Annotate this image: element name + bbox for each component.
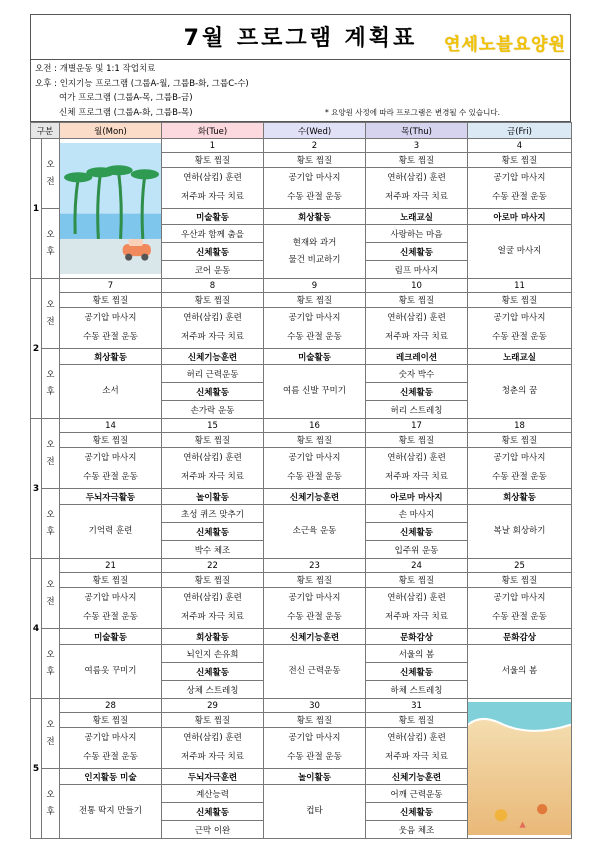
pm-program: 우산과 함께 춤을 <box>162 225 264 243</box>
pm-title: 미술활동 <box>60 629 162 645</box>
pm-program: 청춘의 꿈 <box>468 365 572 419</box>
am-program: 연하(삼킴) 훈련 저주파 자극 치료 <box>366 168 468 209</box>
pm-label: 오 후 <box>42 209 60 279</box>
steam-cell: 황토 찜질 <box>60 433 162 448</box>
pm-row <box>31 365 572 383</box>
pm-sub-title: 신체활동 <box>162 523 264 541</box>
pm-program: 복날 회상하기 <box>468 505 572 559</box>
pm-program: 컵타 <box>264 785 366 839</box>
date-cell: 3 <box>366 139 468 153</box>
pm-title: 신체기능훈련 <box>264 489 366 505</box>
steam-cell: 황토 찜질 <box>162 713 264 728</box>
pm-sub-title: 신체활동 <box>366 803 468 821</box>
steam-cell: 황토 찜질 <box>162 573 264 588</box>
pm-program: 웃음 체조 <box>366 821 468 839</box>
am-program: 공기압 마사지 수동 관절 운동 <box>60 448 162 489</box>
date-row <box>31 139 572 153</box>
pm-program: 소서 <box>60 365 162 419</box>
col-header-tue: 화(Tue) <box>162 123 264 139</box>
steam-cell: 황토 찜질 <box>60 293 162 308</box>
steam-cell: 황토 찜질 <box>468 293 572 308</box>
steam-cell: 황토 찜질 <box>468 573 572 588</box>
pm-program: 얼굴 마사지 <box>468 225 572 279</box>
date-cell: 9 <box>264 279 366 293</box>
am-label: 오 전 <box>42 279 60 349</box>
pm-row <box>31 505 572 523</box>
am-label: 오 전 <box>42 139 60 209</box>
am-program: 공기압 마사지 수동 관절 운동 <box>60 588 162 629</box>
pm-sub-title: 신체활동 <box>366 243 468 261</box>
pm-sub-title: 신체활동 <box>366 523 468 541</box>
am-program: 연하(삼킴) 훈련 저주파 자극 치료 <box>366 448 468 489</box>
info-line: 오후 : 인지기능 프로그램 (그룹A-월, 그룹B-화, 그룹C-수) <box>35 78 249 89</box>
pm-label: 오 후 <box>42 629 60 699</box>
steam-cell: 황토 찜질 <box>264 433 366 448</box>
date-cell: 15 <box>162 419 264 433</box>
pm-title: 놀이활동 <box>264 769 366 785</box>
steam-cell: 황토 찜질 <box>468 433 572 448</box>
pm-title: 회상활동 <box>264 209 366 225</box>
pm-program: 뇌인지 손유희 <box>162 645 264 663</box>
date-cell: 25 <box>468 559 572 573</box>
am-row <box>31 588 572 629</box>
date-cell: 1 <box>162 139 264 153</box>
pm-program: 어깨 근력운동 <box>366 785 468 803</box>
steam-cell: 황토 찜질 <box>366 573 468 588</box>
date-row <box>31 419 572 433</box>
am-program: 연하(삼킴) 훈련 저주파 자극 치료 <box>366 308 468 349</box>
pm-title: 레크레이션 <box>366 349 468 365</box>
image-cell <box>60 139 162 279</box>
pm-sub-title: 신체활동 <box>162 243 264 261</box>
brand-name: 연세노블요양원 <box>444 35 566 55</box>
pm-program: 박수 체조 <box>162 541 264 559</box>
pm-title: 놀이활동 <box>162 489 264 505</box>
pm-program: 전통 딱지 만들기 <box>60 785 162 839</box>
date-cell: 24 <box>366 559 468 573</box>
date-row <box>31 559 572 573</box>
header-row <box>31 123 572 139</box>
title-bar <box>30 14 571 60</box>
date-row <box>31 279 572 293</box>
pm-title: 회상활동 <box>60 349 162 365</box>
date-cell: 28 <box>60 699 162 713</box>
date-cell: 14 <box>60 419 162 433</box>
pm-program: 기억력 훈련 <box>60 505 162 559</box>
steam-cell: 황토 찜질 <box>162 433 264 448</box>
pm-program: 사랑하는 마음 <box>366 225 468 243</box>
palm-trees-image <box>60 143 161 274</box>
pm-program: 전신 근력운동 <box>264 645 366 699</box>
pm-title: 아로마 마사지 <box>366 489 468 505</box>
pm-program: 소근육 운동 <box>264 505 366 559</box>
col-header-thu: 목(Thu) <box>366 123 468 139</box>
steam-cell: 황토 찜질 <box>366 433 468 448</box>
col-header-gubun: 구분 <box>31 123 60 139</box>
pm-program: 허리 스트레칭 <box>366 401 468 419</box>
steam-cell: 황토 찜질 <box>162 153 264 168</box>
pm-title: 인지활동 미술 <box>60 769 162 785</box>
steam-cell: 황토 찜질 <box>162 293 264 308</box>
date-cell: 2 <box>264 139 366 153</box>
pm-title-row <box>31 629 572 645</box>
info-box <box>30 60 571 122</box>
pm-label: 오 후 <box>42 769 60 839</box>
info-line: 여가 프로그램 (그룹A-목, 그룹B-금) <box>59 93 193 103</box>
info-line: 오전 : 개별운동 및 1:1 작업치료 <box>35 64 156 74</box>
am-program: 연하(삼킴) 훈련 저주파 자극 치료 <box>366 728 468 769</box>
steam-cell: 황토 찜질 <box>366 293 468 308</box>
am-program: 공기압 마사지 수동 관절 운동 <box>468 308 572 349</box>
am-label: 오 전 <box>42 559 60 629</box>
pm-program: 손 마사지 <box>366 505 468 523</box>
pm-title-row <box>31 489 572 505</box>
am-program: 공기압 마사지 수동 관절 운동 <box>468 588 572 629</box>
pm-program: 서울의 봄 <box>366 645 468 663</box>
steam-cell: 황토 찜질 <box>264 293 366 308</box>
steam-row <box>31 573 572 588</box>
date-cell: 11 <box>468 279 572 293</box>
pm-row <box>31 645 572 663</box>
schedule-table <box>30 122 572 839</box>
pm-program: 서울의 봄 <box>468 645 572 699</box>
steam-cell: 황토 찜질 <box>264 153 366 168</box>
pm-sub-title: 신체활동 <box>162 663 264 681</box>
pm-title: 문화감상 <box>366 629 468 645</box>
date-cell: 4 <box>468 139 572 153</box>
pm-title: 신체기능훈련 <box>366 769 468 785</box>
am-program: 공기압 마사지 수동 관절 운동 <box>468 168 572 209</box>
col-header-mon: 월(Mon) <box>60 123 162 139</box>
pm-program: 코어 운동 <box>162 261 264 279</box>
pm-program: 상체 스트레칭 <box>162 681 264 699</box>
am-program: 연하(삼킴) 훈련 저주파 자극 치료 <box>162 308 264 349</box>
pm-title: 신체기능훈련 <box>162 349 264 365</box>
date-cell: 7 <box>60 279 162 293</box>
page-title: 7월 프로그램 계획표 <box>183 26 418 51</box>
am-label: 오 전 <box>42 699 60 769</box>
steam-row <box>31 293 572 308</box>
pm-sub-title: 신체활동 <box>162 803 264 821</box>
notice-text: * 요양원 사정에 따라 프로그램은 변경될 수 있습니다. <box>325 107 500 117</box>
steam-cell: 황토 찜질 <box>60 573 162 588</box>
pm-program: 여름옷 꾸미기 <box>60 645 162 699</box>
pm-program: 현재와 과거 물건 비교하기 <box>264 225 366 279</box>
steam-cell: 황토 찜질 <box>60 713 162 728</box>
image-cell <box>468 699 572 839</box>
am-program: 공기압 마사지 수동 관절 운동 <box>468 448 572 489</box>
am-label: 오 전 <box>42 419 60 489</box>
beach-image <box>468 702 571 836</box>
pm-label: 오 후 <box>42 349 60 419</box>
am-row <box>31 448 572 489</box>
pm-title: 두뇌자극훈련 <box>162 769 264 785</box>
pm-program: 림프 마사지 <box>366 261 468 279</box>
am-program: 공기압 마사지 수동 관절 운동 <box>264 588 366 629</box>
week-number: 2 <box>31 279 42 419</box>
pm-program: 여름 신발 꾸미기 <box>264 365 366 419</box>
am-program: 공기압 마사지 수동 관절 운동 <box>264 168 366 209</box>
pm-title: 미술활동 <box>162 209 264 225</box>
date-cell: 16 <box>264 419 366 433</box>
steam-cell: 황토 찜질 <box>264 713 366 728</box>
steam-row <box>31 433 572 448</box>
pm-title: 미술활동 <box>264 349 366 365</box>
week-number: 5 <box>31 699 42 839</box>
am-program: 공기압 마사지 수동 관절 운동 <box>60 728 162 769</box>
date-cell: 30 <box>264 699 366 713</box>
pm-program: 계산능력 <box>162 785 264 803</box>
date-cell: 22 <box>162 559 264 573</box>
pm-title: 두뇌자극활동 <box>60 489 162 505</box>
col-header-fri: 금(Fri) <box>468 123 572 139</box>
pm-program: 초성 퀴즈 맞추기 <box>162 505 264 523</box>
steam-cell: 황토 찜질 <box>264 573 366 588</box>
week-number: 1 <box>31 139 42 279</box>
date-cell: 21 <box>60 559 162 573</box>
week-number: 3 <box>31 419 42 559</box>
pm-title: 노래교실 <box>468 349 572 365</box>
pm-program: 손가락 운동 <box>162 401 264 419</box>
pm-title: 문화감상 <box>468 629 572 645</box>
date-cell: 23 <box>264 559 366 573</box>
date-cell: 8 <box>162 279 264 293</box>
pm-label: 오 후 <box>42 489 60 559</box>
date-cell: 17 <box>366 419 468 433</box>
pm-sub-title: 신체활동 <box>366 663 468 681</box>
pm-program: 입주위 운동 <box>366 541 468 559</box>
date-cell: 31 <box>366 699 468 713</box>
pm-program: 근막 이완 <box>162 821 264 839</box>
am-program: 공기압 마사지 수동 관절 운동 <box>264 308 366 349</box>
steam-cell: 황토 찜질 <box>366 713 468 728</box>
pm-title: 회상활동 <box>162 629 264 645</box>
pm-sub-title: 신체활동 <box>162 383 264 401</box>
pm-title: 신체기능훈련 <box>264 629 366 645</box>
info-line: 신체 프로그램 (그룹A-화, 그룹B-목) <box>59 107 193 118</box>
date-cell: 29 <box>162 699 264 713</box>
steam-cell: 황토 찜질 <box>468 153 572 168</box>
pm-title-row <box>31 349 572 365</box>
am-program: 공기압 마사지 수동 관절 운동 <box>264 448 366 489</box>
am-program: 공기압 마사지 수동 관절 운동 <box>264 728 366 769</box>
am-program: 연하(삼킴) 훈련 저주파 자극 치료 <box>162 448 264 489</box>
col-header-wed: 수(Wed) <box>264 123 366 139</box>
am-program: 연하(삼킴) 훈련 저주파 자극 치료 <box>162 728 264 769</box>
am-row <box>31 308 572 349</box>
pm-title: 노래교실 <box>366 209 468 225</box>
pm-title: 회상활동 <box>468 489 572 505</box>
am-program: 연하(삼킴) 훈련 저주파 자극 치료 <box>162 168 264 209</box>
date-cell: 18 <box>468 419 572 433</box>
am-program: 연하(삼킴) 훈련 저주파 자극 치료 <box>162 588 264 629</box>
am-program: 연하(삼킴) 훈련 저주파 자극 치료 <box>366 588 468 629</box>
pm-title: 아로마 마사지 <box>468 209 572 225</box>
pm-program: 허리 근력운동 <box>162 365 264 383</box>
date-cell: 10 <box>366 279 468 293</box>
date-row <box>31 699 572 713</box>
week-number: 4 <box>31 559 42 699</box>
pm-program: 하체 스트레칭 <box>366 681 468 699</box>
pm-sub-title: 신체활동 <box>366 383 468 401</box>
steam-cell: 황토 찜질 <box>366 153 468 168</box>
am-program: 공기압 마사지 수동 관절 운동 <box>60 308 162 349</box>
pm-program: 숫자 박수 <box>366 365 468 383</box>
